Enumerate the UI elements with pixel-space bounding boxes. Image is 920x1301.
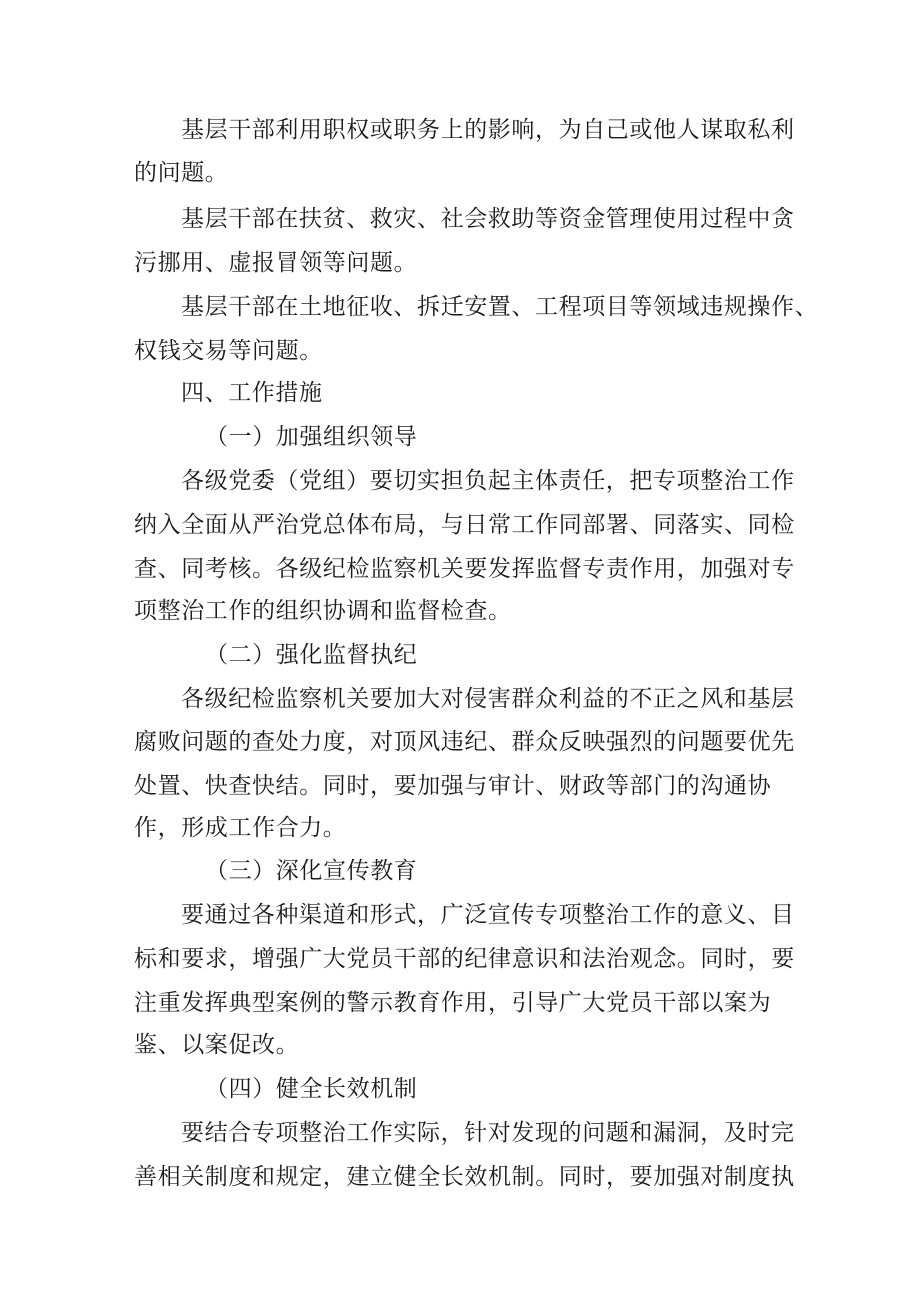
text-line: 要通过各种渠道和形式，广泛宣传专项整治工作的意义、目 (181, 902, 795, 928)
text-line: 要结合专项整治工作实际，针对发现的问题和漏洞，及时完 (181, 1120, 795, 1146)
text-line: 注重发挥典型案例的警示教育作用，引导广大党员干部以案为 (134, 990, 772, 1016)
subsection-heading: （三）深化宣传教育 (205, 858, 418, 884)
text-line: 项整治工作的组织协调和监督检查。 (134, 598, 512, 624)
subsection-heading: （四）健全长效机制 (205, 1076, 418, 1102)
text-line: 权钱交易等问题。 (134, 338, 323, 364)
text-line: 污挪用、虚报冒领等问题。 (134, 250, 418, 276)
text-line: 基层干部在扶贫、救灾、社会救助等资金管理使用过程中贪 (181, 206, 795, 232)
text-line: 的问题。 (134, 160, 229, 186)
section-heading: 四、工作措施 (181, 380, 323, 406)
text-line: 作，形成工作合力。 (134, 815, 347, 841)
subsection-heading: （二）强化监督执纪 (205, 642, 418, 668)
text-line: 鉴、以案促改。 (134, 1032, 300, 1058)
text-line: 各级党委（党组）要切实担负起主体责任，把专项整治工作 (181, 468, 795, 494)
text-line: 纳入全面从严治党总体布局，与日常工作同部署、同落实、同检 (134, 512, 795, 538)
text-line: 善相关制度和规定，建立健全长效机制。同时，要加强对制度执 (134, 1164, 795, 1190)
text-line: 查、同考核。各级纪检监察机关要发挥监督专责作用，加强对专 (134, 556, 795, 582)
text-line: 标和要求，增强广大党员干部的纪律意识和法治观念。同时，要 (134, 946, 795, 972)
text-line: 各级纪检监察机关要加大对侵害群众利益的不正之风和基层 (181, 686, 795, 712)
text-line: 基层干部利用职权或职务上的影响，为自己或他人谋取私利 (181, 117, 795, 143)
text-line: 腐败问题的查处力度，对顶风违纪、群众反映强烈的问题要优先 (134, 729, 795, 755)
subsection-heading: （一）加强组织领导 (205, 424, 418, 450)
text-line: 处置、快查快结。同时，要加强与审计、财政等部门的沟通协 (134, 773, 772, 799)
text-line: 基层干部在土地征收、拆迁安置、工程项目等领域违规操作、 (181, 294, 819, 320)
